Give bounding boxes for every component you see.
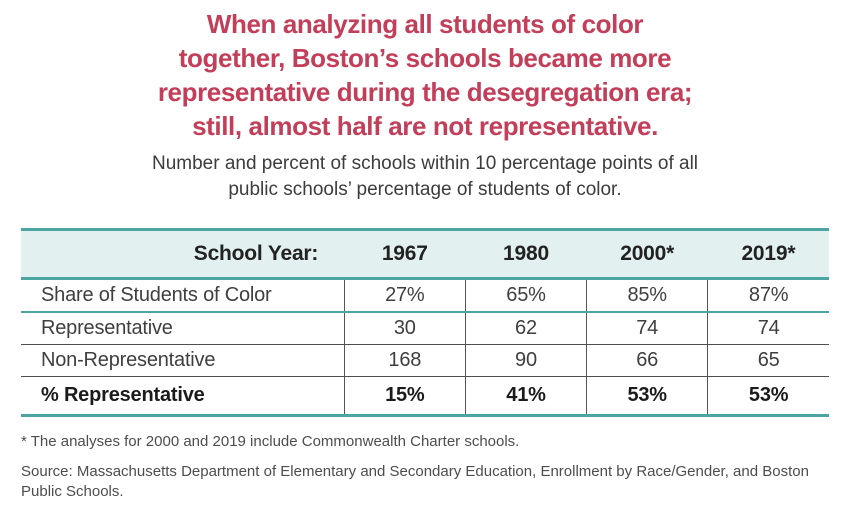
figure-title (0, 7, 850, 143)
subtitle-line-1: Number and percent of schools within 10 percentage points of all (151, 153, 699, 174)
row-label: Representative (21, 312, 344, 345)
row-label: % Representative (21, 377, 344, 416)
cell-pctrep-2019: 53% (708, 377, 829, 416)
cell-nonrep-2019: 65 (708, 345, 829, 377)
table-header-row (21, 230, 829, 279)
schools-representation-table (21, 228, 829, 417)
column-header-1967: 1967 (344, 230, 465, 279)
column-header-2019: 2019* (708, 230, 829, 279)
title-line-2: together, Boston’s schools became more (178, 43, 672, 73)
cell-pctrep-1967: 15% (344, 377, 465, 416)
cell-share-1980: 65% (465, 279, 586, 313)
figure-notes (21, 432, 830, 502)
title-line-4: still, almost half are not representative. (192, 111, 658, 141)
cell-pctrep-1980: 41% (465, 377, 586, 416)
cell-pctrep-2000: 53% (587, 377, 708, 416)
column-header-school-year: School Year: (21, 230, 344, 279)
table-row-representative (21, 312, 829, 345)
row-label: Non-Representative (21, 345, 344, 377)
cell-share-1967: 27% (344, 279, 465, 313)
column-header-1980: 1980 (465, 230, 586, 279)
cell-share-2000: 85% (587, 279, 708, 313)
cell-nonrep-1967: 168 (344, 345, 465, 377)
row-label: Share of Students of Color (21, 279, 344, 313)
asterisk-footnote: * The analyses for 2000 and 2019 include Commonwealth Charter schools. (21, 433, 520, 450)
figure-subtitle (0, 151, 850, 203)
title-line-3: representative during the desegregation era; (157, 77, 693, 107)
cell-nonrep-1980: 90 (465, 345, 586, 377)
cell-rep-2000: 74 (587, 312, 708, 345)
column-header-2000: 2000* (587, 230, 708, 279)
cell-rep-1967: 30 (344, 312, 465, 345)
source-footnote: Source: Massachusetts Department of Elementary and Secondary Education, Enrollment by Race/Gender, and Boston Public Schools. (21, 463, 809, 500)
cell-rep-1980: 62 (465, 312, 586, 345)
table-row-share-of-students-of-color (21, 279, 829, 313)
cell-share-2019: 87% (708, 279, 829, 313)
cell-nonrep-2000: 66 (587, 345, 708, 377)
title-line-1: When analyzing all students of color (206, 9, 644, 39)
table-row-percent-representative (21, 377, 829, 416)
subtitle-line-2: public schools’ percentage of students of color. (228, 179, 622, 200)
table-row-non-representative (21, 345, 829, 377)
cell-rep-2019: 74 (708, 312, 829, 345)
